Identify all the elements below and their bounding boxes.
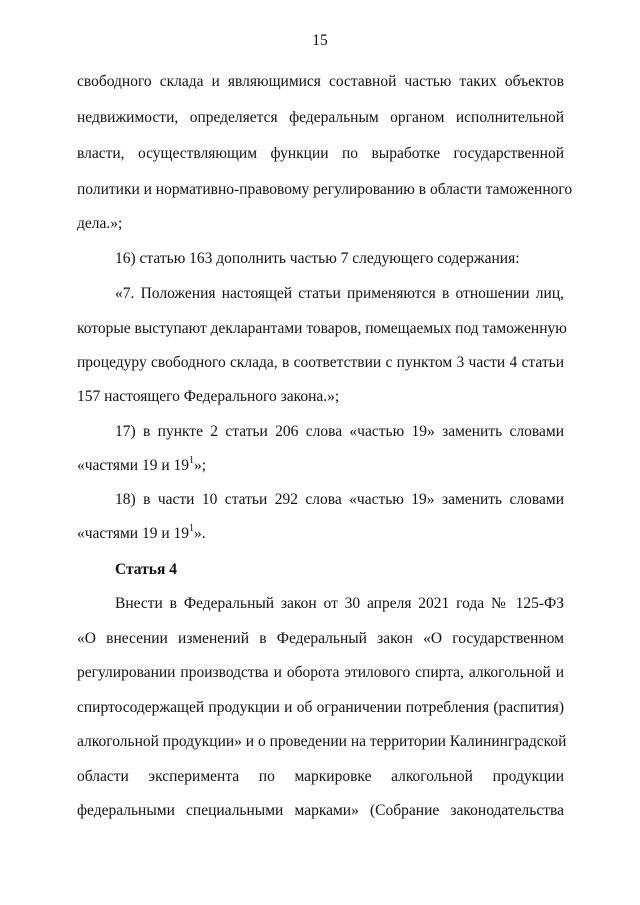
text-fragment: ». (194, 525, 206, 542)
text-line: процедуру свободного склада, в соответствии с пунктом 3 части 4 статьи (77, 354, 564, 371)
text-line: политики и нормативно-правовому регулированию в области таможенного (77, 181, 573, 198)
quote-line: «7. Положения настоящей статьи применяются в отношении лиц, (115, 285, 564, 302)
superscript: 1 (189, 454, 195, 466)
text-line: области эксперимента по маркировке алкогольной продукции (77, 768, 564, 785)
article-heading: Статья 4 (115, 561, 177, 578)
list-item-18: 18) в части 10 статьи 292 слова «частью 19» заменить словами (115, 491, 564, 508)
text-line: 157 настоящего Федерального закона.»; (77, 388, 340, 405)
text-line: регулировании производства и оборота этилового спирта, алкогольной и (77, 664, 564, 681)
list-item-17: 17) в пункте 2 статьи 206 слова «частью 19» заменить словами (115, 423, 564, 440)
text-line: свободного склада и являющимися составной частью таких объектов (77, 73, 564, 90)
superscript: 1 (189, 522, 195, 534)
text-fragment: »; (194, 457, 207, 474)
text-fragment: «частями 19 и 19 (77, 457, 190, 474)
text-line: спиртосодержащей продукции и об ограничении потребления (распития) (77, 699, 564, 716)
text-line: власти, осуществляющим функции по выработке государственной (77, 145, 564, 162)
text-line: недвижимости, определяется федеральным органом исполнительной (77, 109, 564, 126)
text-fragment: «частями 19 и 19 (77, 525, 190, 542)
list-item-16: 16) статью 163 дополнить частью 7 следующего содержания: (115, 250, 520, 267)
text-line (77, 524, 564, 544)
text-line: которые выступают декларантами товаров, помещаемых под таможенную (77, 320, 567, 337)
page-number: 15 (312, 32, 328, 49)
text-line: дела.»; (77, 215, 123, 232)
text-line: федеральными специальными марками» (Собрание законодательства (77, 802, 564, 819)
text-line: Внести в Федеральный закон от 30 апреля 2021 года № 125-ФЗ (115, 595, 564, 612)
text-line: алкогольной продукции» и о проведении на территории Калининградской (77, 733, 567, 750)
text-line: «О внесении изменений в Федеральный закон «О государственном (77, 630, 564, 647)
text-line (77, 456, 564, 476)
